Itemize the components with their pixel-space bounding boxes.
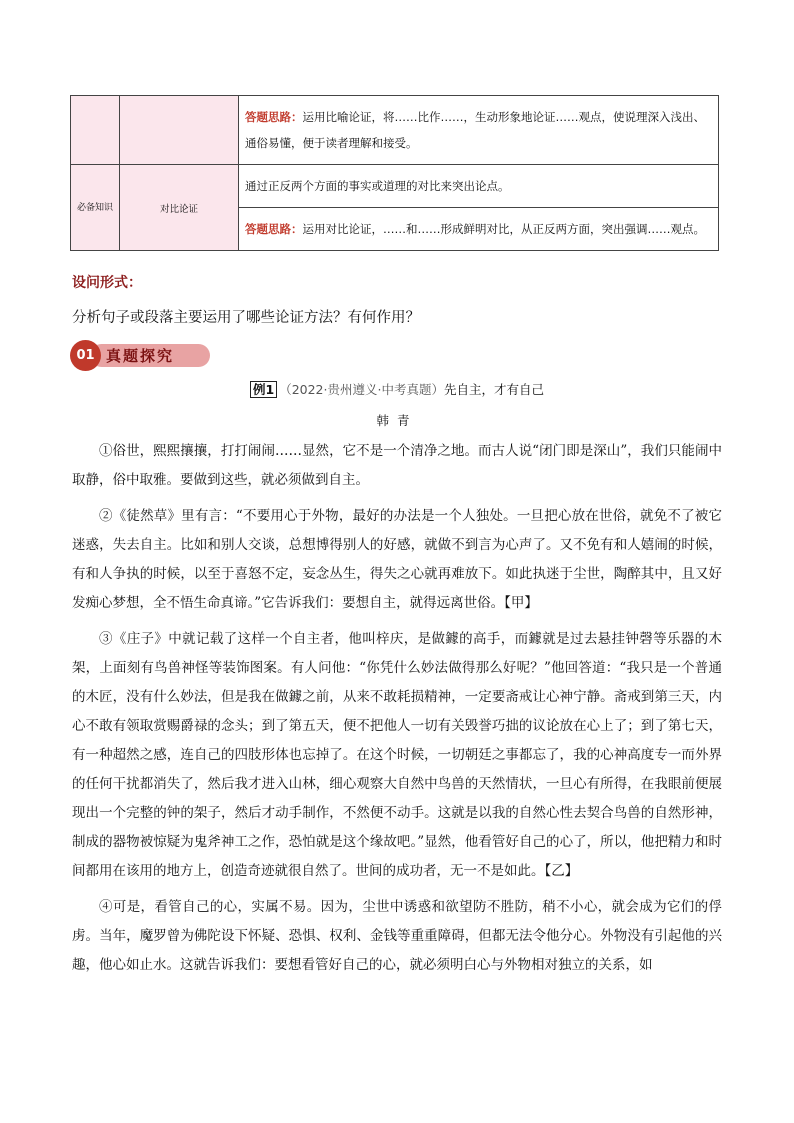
question-form-text: 分析句子或段落主要运用了哪些论证方法？有何作用？ <box>72 310 420 326</box>
section-banner <box>70 340 212 371</box>
article-body <box>72 437 722 987</box>
banner-title: 真题探究 <box>106 347 175 365</box>
article-title: 先自主，才有自己 <box>443 382 544 397</box>
banner-number-badge: 01 <box>70 340 101 371</box>
answer-approach-cell <box>239 208 719 251</box>
method-name-cell: 对比论证 <box>120 165 239 251</box>
answer-approach-label: 答题思路： <box>245 222 303 236</box>
article-paragraph: ①俗世，熙熙攘攘，打打闹闹……显然，它不是一个清净之地。而古人说“闭门即是深山”，我们只能闹中取静，俗中取雅。要做到这些，就必须做到自主。 <box>72 443 722 488</box>
article-author: 韩青 <box>376 413 418 428</box>
answer-approach-cell <box>239 96 719 165</box>
article-paragraph: ②《徒然草》里有言：“不要用心于外物，最好的办法是一个人独处。一旦把心放在世俗，就免不了被它迷惑，失去自主。比如和别人交谈，总想博得别人的好感，就做不到言为心声了。又不免有和人嬉闹的时候，有和人争执的时候，以至于喜怒不定，妄念丛生，得失之心就再难放下。如此执迷于尘世，陶醉其中，且又好发痴心梦想，全不悟生命真谛。”它告诉我们：要想自主，就得远离世俗。【甲】 <box>72 508 722 611</box>
table-row <box>71 165 719 208</box>
article-paragraph: ③《庄子》中就记载了这样一个自主者，他叫梓庆，是做鐻的高手，而鐻就是过去悬挂钟磬等乐器的木架，上面刻有鸟兽神怪等装饰图案。有人问他：“你凭什么妙法做得那么好呢？”他回答道：“我只是一个普通的木匠，没有什么妙法，但是我在做鐻之前，从来不敢耗损精神，一定要斋戒让心神宁静。斋戒到第三天，内心不敢有领取赏赐爵禄的念头；到了第五天，便不把他人一切有关毁誉巧拙的议论放在心上了；到了第七天，有一种超然之感，连自己的四肢形体也忘掉了。在这个时候，一切朝廷之事都忘了，我的心神高度专一而外界的任何干扰都消失了，然后我才进入山林，细心观察大自然中鸟兽的天然情状，一旦心有所得，在我眼前便展现出一个完整的钟的架子，然后才动手制作，不然便不动手。这就是以我的自然心性去契合鸟兽的自然形神，制成的器物被惊疑为鬼斧神工之作，恐怕就是这个缘故吧。”显然，他看管好自己的心了，所以，他把精力和时间都用在该用的地方上，创造奇迹就很自然了。世间的成功者，无一不是如此。【乙】 <box>72 631 722 879</box>
table-cell-empty <box>71 96 120 165</box>
example-label: 例1 <box>250 381 277 398</box>
category-cell: 必备知识 <box>71 165 120 251</box>
table-row <box>71 96 719 165</box>
example-heading <box>0 380 794 398</box>
knowledge-table <box>70 95 719 251</box>
answer-approach-text: 运用比喻论证，将……比作……，生动形象地论证……观点，使说理深入浅出、通俗易懂，便于读者理解和接受。 <box>245 110 705 150</box>
article-paragraph: ④可是，看管自己的心，实属不易。因为，尘世中诱惑和欲望防不胜防，稍不小心，就会成为它们的俘虏。当年，魔罗曾为佛陀设下怀疑、恐惧、权利、金钱等重重障碍，但都无法令他分心。外物没有引起他的兴趣，他心如止水。这就告诉我们：要想看管好自己的心，就必须明白心与外物相对独立的关系，如 <box>72 899 722 973</box>
answer-approach-label: 答题思路： <box>245 110 303 124</box>
answer-approach-text: 运用对比论证，……和……形成鲜明对比，从正反两方面，突出强调……观点。 <box>302 222 705 236</box>
table-cell-empty <box>120 96 239 165</box>
question-form-heading: 设问形式： <box>72 275 142 291</box>
example-source: （2022·贵州遵义·中考真题） <box>279 382 444 397</box>
definition-cell: 通过正反两个方面的事实或道理的对比来突出论点。 <box>239 165 719 208</box>
